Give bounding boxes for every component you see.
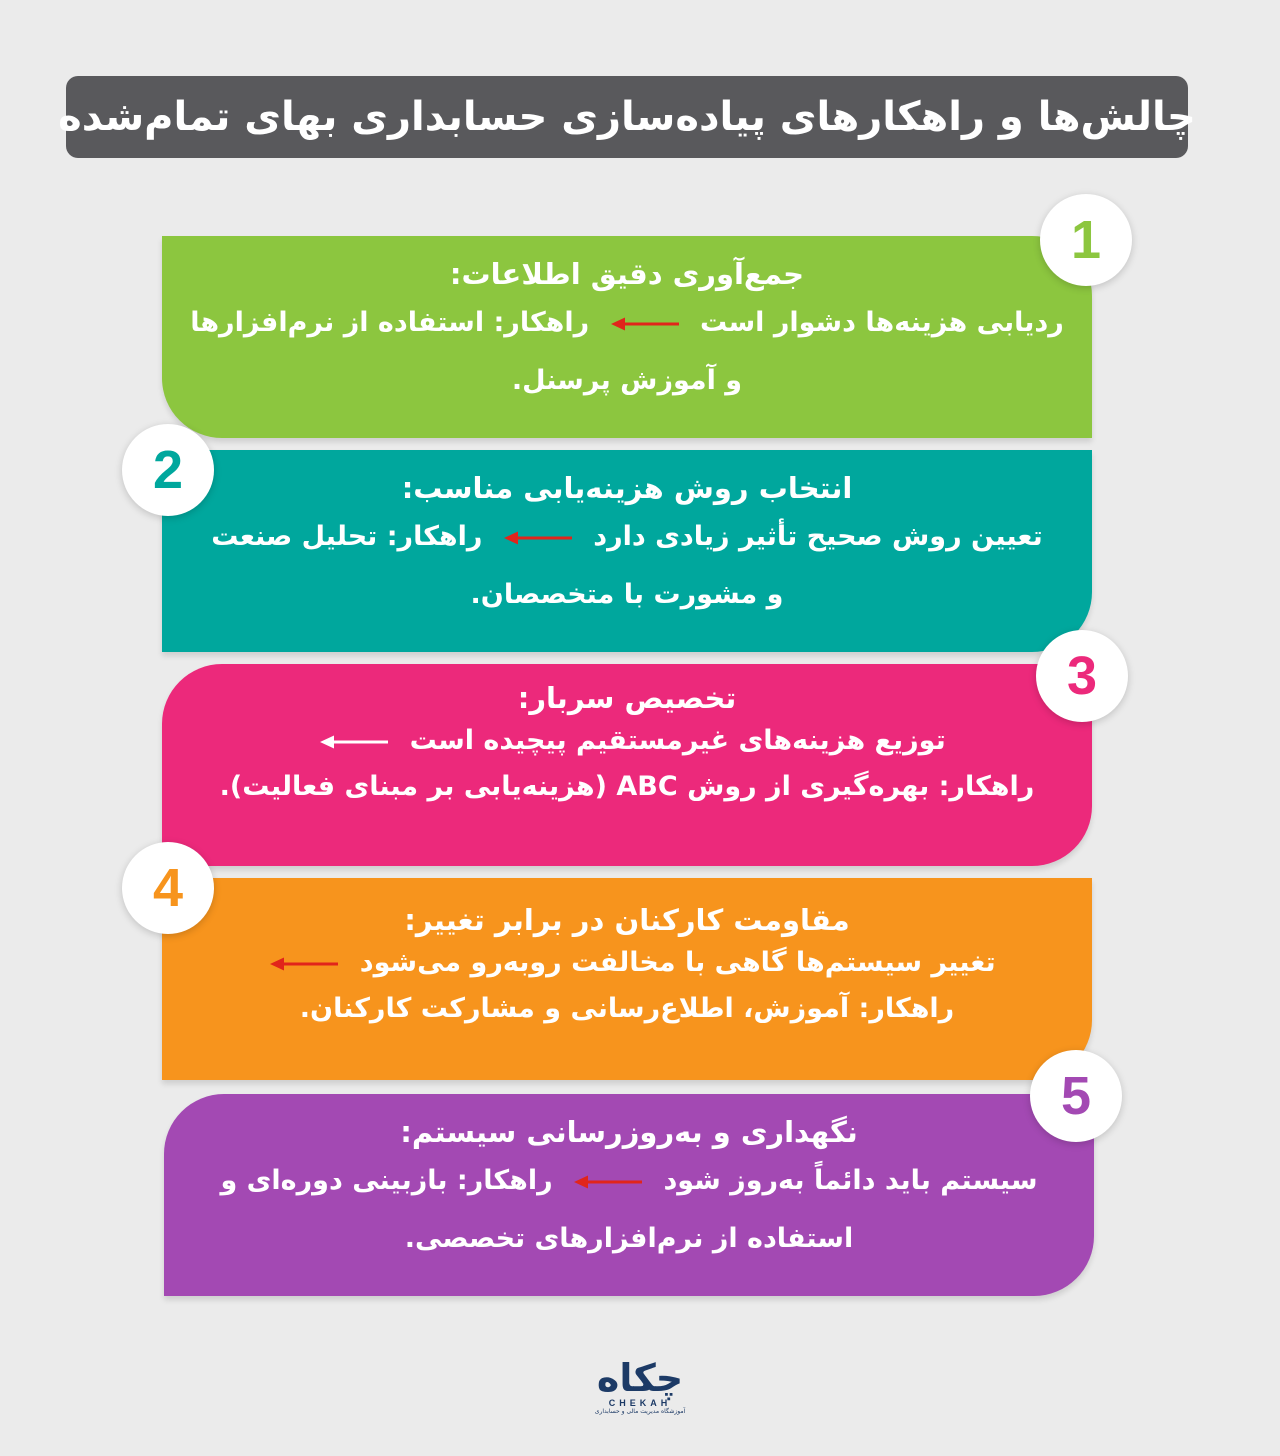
step-line (162, 508, 1092, 566)
step-problem: ردیابی هزینه‌ها دشوار است (700, 307, 1064, 338)
arrow-left-icon (611, 316, 679, 332)
step-heading: مقاومت کارکنان در برابر تغییر: (404, 903, 850, 937)
step-heading: تخصیص سربار: (517, 681, 737, 715)
step-number-badge-1 (1040, 194, 1132, 286)
step-number: 3 (1066, 646, 1098, 706)
arrow-left-icon (270, 956, 338, 972)
step-number: 2 (152, 440, 184, 500)
step-card-3 (162, 664, 1092, 866)
step-number-badge-2 (122, 424, 214, 516)
step-solution: راهکار: تحلیل صنعت (211, 521, 483, 552)
step-line (162, 294, 1092, 352)
step-number-badge-3 (1036, 630, 1128, 722)
step-line (162, 718, 1092, 764)
step-card-4 (162, 878, 1092, 1080)
step-line-2: و مشورت با متخصصان. (470, 579, 784, 610)
step-number-badge-4 (122, 842, 214, 934)
arrow-left-icon (504, 530, 572, 546)
step-line-2: و آموزش پرسنل. (511, 365, 743, 396)
logo-subtitle: آموزشگاه مدیریت مالی و حسابداری (594, 1408, 686, 1415)
logo-mark: چکاه (596, 1356, 684, 1400)
step-number: 4 (152, 858, 184, 918)
page-title: چالش‌ها و راهکارهای پیاده‌سازی حسابداری بهای تمام‌شده (58, 94, 1196, 140)
step-card-5 (164, 1094, 1094, 1296)
step-line-2: استفاده از نرم‌افزارهای تخصصی. (404, 1223, 854, 1254)
step-heading: انتخاب روش هزینه‌یابی مناسب: (401, 471, 853, 505)
step-line (164, 1152, 1094, 1210)
step-line-2: راهکار: آموزش، اطلاع‌رسانی و مشارکت کارکنان. (299, 993, 955, 1024)
logo-text: CHEKAH (608, 1398, 672, 1408)
step-card-2 (162, 450, 1092, 652)
step-solution: راهکار: بازبینی دوره‌ای و (220, 1165, 553, 1196)
step-number: 5 (1060, 1066, 1092, 1126)
step-problem: توزیع هزینه‌های غیرمستقیم پیچیده است (409, 725, 946, 756)
arrow-left-icon (320, 734, 388, 750)
step-number: 1 (1070, 210, 1102, 270)
arrow-left-icon (574, 1174, 642, 1190)
step-problem: تغییر سیستم‌ها گاهی با مخالفت روبه‌رو می‌شود (359, 947, 996, 978)
step-line (162, 940, 1092, 986)
step-heading: نگهداری و به‌روزرسانی سیستم: (400, 1115, 858, 1149)
step-number-badge-5 (1030, 1050, 1122, 1142)
step-card-1 (162, 236, 1092, 438)
title-bar (58, 76, 1196, 158)
step-heading: جمع‌آوری دقیق اطلاعات: (449, 257, 805, 291)
step-solution: راهکار: استفاده از نرم‌افزارها (190, 307, 590, 338)
step-problem: سیستم باید دائماً به‌روز شود (663, 1165, 1038, 1196)
step-line-2: راهکار: بهره‌گیری از روش ABC (هزینه‌یابی بر مبنای فعالیت). (219, 771, 1035, 802)
step-problem: تعیین روش صحیح تأثیر زیادی دارد (593, 521, 1043, 552)
chekah-logo (570, 1358, 710, 1418)
